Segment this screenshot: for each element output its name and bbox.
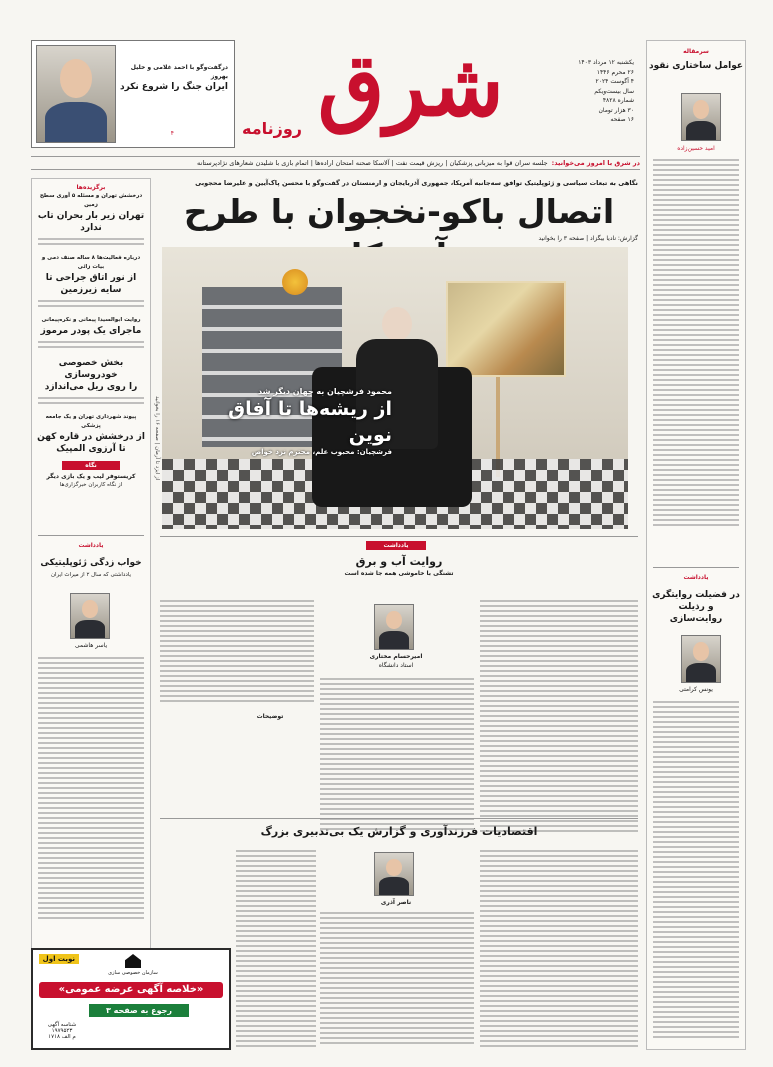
photo-kicker: محمود فرشچیان به جهان دیگر شد	[257, 387, 392, 396]
left-note-body	[38, 657, 144, 925]
left-note-title[interactable]: خواب زدگی ژئوپلیتیکی	[40, 558, 142, 568]
editorial-column	[646, 40, 746, 1050]
left-item3-kicker: روایت ابوالسیدا پیمانی و نکره‌پیمانی	[41, 317, 141, 323]
main-photo[interactable]	[162, 247, 628, 529]
photo-easel-painting	[446, 281, 566, 377]
left-note-author: یاسر هاشمی	[74, 642, 108, 649]
editorial-author-photo	[681, 93, 721, 141]
story2-col-mid	[320, 912, 474, 1050]
masthead-logo	[238, 26, 534, 148]
story1-col-right	[480, 600, 638, 836]
lead-kicker: نگاهی به تبعات سیاسی و ژئوپلیتیک توافق سه‌جانبه آمریکا، جمهوری آذربایجان و ارمنستان در گفت‌وگو با محسن پاک‌آیین و علیرضا محجوبی	[195, 179, 638, 187]
logo-sub: روزنامه	[242, 119, 302, 138]
story1-headline[interactable]: روایت آب و برق	[355, 555, 443, 568]
left-item2-kicker: درباره فعالیت‌ها ۸ ساله صنف دمی و بیات زائی	[41, 255, 141, 270]
editorial-body	[653, 159, 739, 529]
issue-number: شماره ۴۸۲۸	[602, 97, 634, 104]
left-sport-label: نگاه	[62, 461, 120, 470]
teaser-kicker: درگفت‌وگو با احمد غلامی و خلیل بهروز	[130, 64, 228, 80]
story1-subsection: توضیحات	[256, 713, 284, 720]
left-sport-title[interactable]: کریستوفر لیب و یک بازی دیگر	[46, 473, 136, 480]
story1-note-label: یادداشت	[366, 541, 426, 550]
note-title-right[interactable]: در فضیلت روایتگری و رذیلت روایت‌سازی	[652, 590, 740, 624]
ticker-label: در شرق با امروز می‌خوانید:	[551, 159, 640, 167]
story1-author: امیرحسام مختاری	[369, 653, 423, 660]
top-teaser-box[interactable]	[31, 40, 235, 148]
ad-org: سازمان خصوصی سازی	[108, 970, 158, 976]
story2-headline[interactable]: اقتصادیات فرزندآوری و گزارش یک بی‌تدبیری بزرگ	[260, 825, 538, 838]
left-item5-title[interactable]: از درخشش در قاره کهن تا آرزوی المپیک	[37, 432, 145, 454]
story2-author: ناصر آذری	[380, 899, 412, 906]
left-note-label: یادداشت	[78, 542, 104, 549]
date-line-1: یکشنبه ۱۲ مرداد ۱۴۰۳	[578, 59, 634, 66]
note-author-right: یونس کرامتی	[679, 686, 713, 693]
story1-author-photo	[374, 604, 414, 650]
ad-org-logo	[125, 954, 141, 968]
ad-extra: م الف ۱۷۱۸	[48, 1034, 76, 1040]
left-note-author-photo	[70, 593, 110, 639]
story2-col-right	[480, 850, 638, 1050]
story2-col-left	[236, 850, 316, 1050]
logo-wordmark: شرق	[317, 35, 504, 136]
left-item4-kicker[interactable]: بخش خصوصی خودروسازی	[58, 358, 124, 380]
editorial-author: امید حسین‌زاده	[677, 145, 715, 152]
story1-author-role: استاد دانشگاه	[378, 662, 414, 669]
left-lead-title[interactable]: تهران زیر بار بحران تاب ندارد	[37, 211, 145, 233]
date-line-3: ۴ آگوست ۲۰۲۴	[595, 78, 634, 85]
price: ۳۰ هزار تومان	[598, 106, 634, 114]
ad-cta[interactable]: رجوع به صفحه ۳	[89, 1004, 189, 1017]
editorial-title[interactable]: عوامل ساختاری نقود	[648, 61, 744, 71]
lead-headline[interactable]: اتصال باکو-نخجوان با طرح	[183, 192, 615, 231]
photo-caption-overlay	[192, 387, 392, 457]
pages: ۱۶ صفحه	[610, 116, 634, 123]
ticker-bar[interactable]	[31, 156, 640, 170]
left-item3-title[interactable]: ماجرای یک پودر مرموز	[40, 326, 142, 336]
note-body-right	[653, 701, 739, 1046]
photo-credit: فرشچیان: محبوب علم، محترم نزد خواص	[251, 448, 392, 456]
year: سال بیست‌ویکم	[594, 87, 634, 95]
photo-headline[interactable]: از ریشه‌ها تا آفاق نوین	[228, 398, 392, 446]
photo-side-note: از ایزد تا آرمان | صفحه ۱۶ را بخوانید	[154, 395, 160, 480]
left-section: برگزیده‌ها	[76, 184, 106, 191]
teaser-portrait	[36, 45, 116, 143]
story1-subhead: تشنگی با خاموشی همه‌ جا شده است	[344, 570, 454, 577]
lead-byline: گزارش: نادیا بیگزاد | صفحه ۳ را بخوانید	[538, 235, 638, 242]
ad-title[interactable]: «خلاصه آگهی عرضه عمومی»	[39, 982, 223, 998]
ad-label: نوبت اول	[39, 954, 79, 964]
photo-flowers	[282, 269, 308, 295]
left-item2-title[interactable]: از نور اتاق جراحی تا سایه زیرزمین	[45, 273, 137, 295]
story2-author-photo	[374, 852, 414, 896]
editorial-section: سرمقاله	[683, 48, 709, 55]
left-note-sub: یادداشتی که سال ۲ از میراث ایران	[51, 572, 131, 578]
left-column	[31, 178, 151, 1050]
left-lead-kicker: درخشش تهران و مسئله ۵ آوری سطح زمین	[39, 193, 143, 208]
teaser-page: ۴	[170, 130, 174, 137]
left-item5-kicker: پیوند شهرداری تهران و یک جامعه پزشکی	[45, 414, 137, 429]
ad-code: شناسه آگهی ۱۹۷۹۵۲۳	[47, 1022, 77, 1034]
ad-box[interactable]	[31, 948, 231, 1050]
date-block	[554, 58, 634, 142]
story1-col-mid	[320, 678, 474, 836]
teaser-title: ایران جنگ را شروع نکرد	[119, 82, 228, 92]
ticker-text: جلسه سران قوا به میزبانی پزشکیان | ریزش قیمت نفت | آلاسکا صحنه امتحان اراده‌ها | اتمام بازی با شلیدن شعارهای نژادپرستانه	[197, 159, 548, 167]
left-item4-title[interactable]: را روی ریل می‌اندازد	[44, 382, 138, 392]
date-line-2: ۲۶ محرم ۱۴۴۶	[596, 68, 634, 76]
note-author-photo-right	[681, 635, 721, 683]
note-section-right: یادداشت	[683, 574, 709, 581]
left-sport-sub: از نگاه کاربران خبرگزاری‌ها	[59, 482, 123, 488]
